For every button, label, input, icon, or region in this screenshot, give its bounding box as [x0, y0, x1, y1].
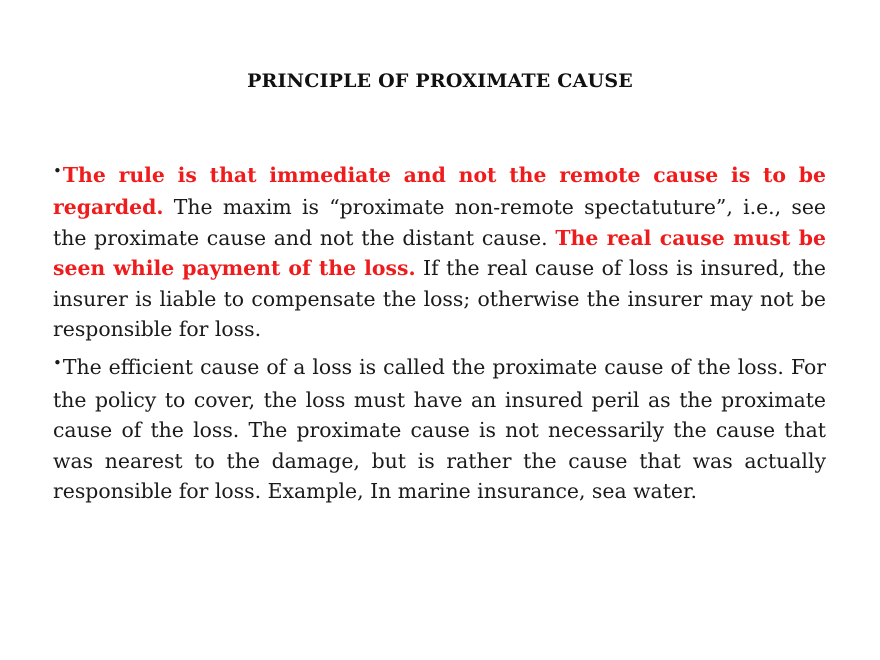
slide-title: PRINCIPLE OF PROXIMATE CAUSE [247, 70, 633, 92]
bullet-marker: • [53, 354, 62, 373]
body-text: The efficient cause of a loss is called the proximate cause of the loss. For the policy to cover, the loss must have an insured peril as the proximate cause of the loss. The proximate cause is not necessarily the cause that was nearest to the damage, but is rather the cause that was actually responsible for loss. Example, In marine insurance, sea water. [53, 355, 826, 504]
slide-body [53, 160, 826, 514]
body-text: The maxim is “proximate non-remote spectatuture”, i.e., see the proximate cause and not the distant cause. [53, 195, 826, 250]
body-text: If the real cause of loss is insured, the insurer is liable to compensate the loss; otherwise the insurer may not be responsible for loss. [53, 256, 826, 342]
bullet-point-2 [53, 352, 826, 506]
bullet-point-1 [53, 160, 826, 344]
emphasis-text-2: The real cause must be seen while payment of the loss. [53, 225, 826, 281]
emphasis-text-1: The rule is that immediate and not the remote cause is to be regarded. [53, 163, 826, 220]
bullet-marker: • [53, 162, 62, 180]
